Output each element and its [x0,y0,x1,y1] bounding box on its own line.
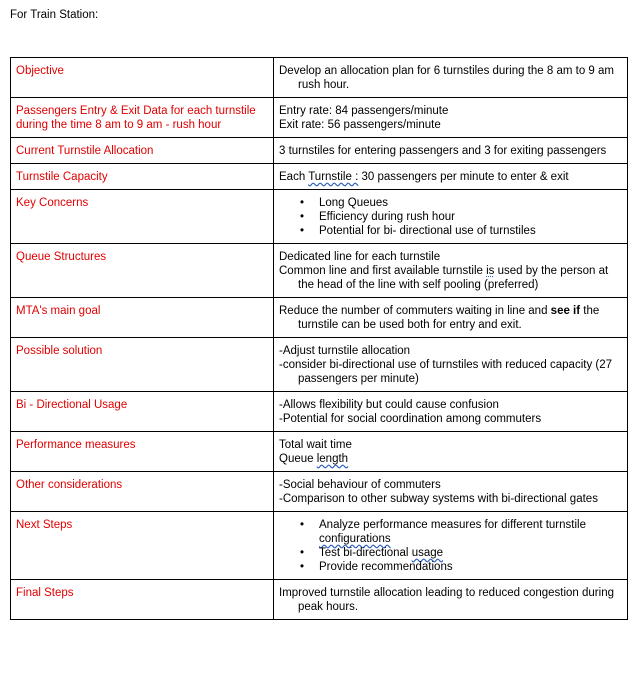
list-item: • Provide recommendations [319,560,622,574]
measures-line-1: Total wait time [279,439,352,451]
queue-line-2-word: is [486,265,495,277]
document-heading: For Train Station: [10,9,99,21]
allocation-plan-table [10,57,628,620]
next-item-1-word: configurations [319,533,391,545]
measures-line-2-word: length [316,453,349,465]
row-value-key-concerns [274,190,628,244]
entry-rate: Entry rate: 84 passengers/minute [279,105,449,117]
current-allocation-text: 3 turnstiles for entering passengers and 3 for exiting passengers [279,145,607,157]
row-value-current-allocation [274,138,628,164]
row-value-main-goal [274,298,628,338]
next-item-1-prefix: Analyze performance measures for different turnstile [319,519,586,531]
list-item [319,518,622,546]
other-line-2: -Comparison to other subway systems with bi-directional gates [279,493,598,505]
capacity-word: Turnstile : [308,171,359,183]
row-label-capacity: Turnstile Capacity [11,164,274,190]
capacity-suffix: 30 passengers per minute to enter & exit [358,171,569,183]
solution-line-1: -Adjust turnstile allocation [279,345,411,357]
row-value-possible-solution [274,338,628,392]
row-value-next-steps [274,512,628,580]
row-value-final-steps [274,580,628,620]
main-goal-prefix: Reduce the number of commuters waiting in line and [279,305,551,317]
bidir-line-1: -Allows flexibility but could cause confusion [279,399,499,411]
list-item: • Efficiency during rush hour [319,210,622,224]
list-item [319,546,622,560]
row-label-possible-solution: Possible solution [11,338,274,392]
table-row [11,512,628,580]
row-value-bi-directional [274,392,628,432]
queue-line-1: Dedicated line for each turnstile [279,251,441,263]
table-row [11,164,628,190]
row-label-other-considerations: Other considerations [11,472,274,512]
row-value-capacity [274,164,628,190]
row-label-objective: Objective [11,58,274,98]
bidir-line-2: -Potential for social coordination among commuters [279,413,542,425]
row-value-passenger-data [274,98,628,138]
row-label-main-goal: MTA's main goal [11,298,274,338]
next-item-2-prefix: Test bi-directional [319,547,412,559]
table-row [11,138,628,164]
measures-line-2-prefix: Queue [279,453,317,465]
main-goal-bold: see if [550,305,581,317]
capacity-prefix: Each [279,171,309,183]
row-value-objective [274,58,628,98]
row-label-performance-measures: Performance measures [11,432,274,472]
row-value-queue-structures [274,244,628,298]
table-row [11,472,628,512]
row-label-passenger-data: Passengers Entry & Exit Data for each turnstile during the time 8 am to 9 am - rush hour [11,98,274,138]
row-value-performance-measures [274,432,628,472]
table-row [11,338,628,392]
table-row [11,58,628,98]
next-steps-list [279,518,622,574]
table-row [11,392,628,432]
main-goal-text [279,304,622,332]
objective-text: Develop an allocation plan for 6 turnstiles during the 8 am to 9 am rush hour. [279,65,614,91]
row-label-bi-directional: Bi - Directional Usage [11,392,274,432]
final-steps-text: Improved turnstile allocation leading to reduced congestion during peak hours. [279,587,614,613]
row-label-current-allocation: Current Turnstile Allocation [11,138,274,164]
main-goal-suffix: the turnstile can be used both for entry and exit. [298,305,600,331]
table-row [11,432,628,472]
table-row [11,190,628,244]
key-concerns-list [279,196,622,238]
table-row [11,244,628,298]
queue-line-2-prefix: Common line and first available turnstile [279,265,487,277]
table-row [11,98,628,138]
row-label-queue-structures: Queue Structures [11,244,274,298]
queue-line-2 [279,264,622,292]
queue-line-2-suffix: used by the person at the head of the line with self pooling (preferred) [298,265,609,291]
table-row [11,298,628,338]
exit-rate: Exit rate: 56 passengers/minute [279,119,441,131]
list-item: • Long Queues [319,196,622,210]
list-item: • Potential for bi- directional use of turnstiles [319,224,622,238]
row-label-final-steps: Final Steps [11,580,274,620]
measures-line-2 [279,452,622,466]
row-label-key-concerns: Key Concerns [11,190,274,244]
solution-line-2: -consider bi-directional use of turnstiles with reduced capacity (27 passengers per minute) [279,359,613,385]
next-item-2-word: usage [411,547,444,559]
row-label-next-steps: Next Steps [11,512,274,580]
other-line-1: -Social behaviour of commuters [279,479,441,491]
table-row [11,580,628,620]
row-value-other-considerations [274,472,628,512]
